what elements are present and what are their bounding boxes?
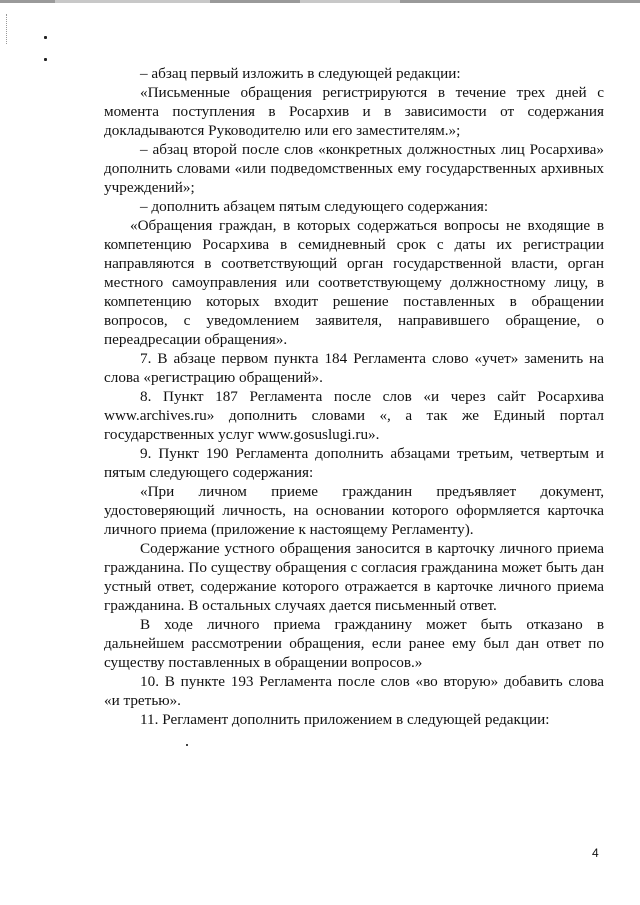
paragraph: 11. Регламент дополнить приложением в следующей редакции: [140, 711, 550, 728]
scan-speck [44, 36, 47, 39]
scan-edge-segment [0, 0, 55, 3]
scan-margin-marks [6, 14, 9, 44]
paragraph: «При личном приеме гражданин предъявляет документ, удостоверяющий личность, на основании которого оформляется карточка личного приема (приложение к настоящему Регламенту). [104, 483, 604, 538]
paragraph: – дополнить абзацем пятым следующего содержания: [140, 198, 489, 215]
scan-speck [186, 744, 188, 746]
document-body [104, 64, 604, 729]
paragraph: 8. Пункт 187 Регламента после слов «и через сайт Росархива www.archives.ru» дополнить словами «, а так же Единый портал государственных услуг www.gosuslugi.ru». [104, 388, 604, 443]
paragraph: В ходе личного приема гражданину может быть отказано в дальнейшем рассмотрении обращения, если ранее ему был дан ответ по существу поставленных в обращении вопросов.» [104, 616, 604, 671]
paragraph: «Обращения граждан, в которых содержаться вопросы не входящие в компетенцию Росархива в семидневный срок с даты их регистрации направляются в соответствующий орган государственной власти, орган местного самоуправления или соответствующему должностному лицу, в компетенцию которых входит решение поставленных в обращении вопросов, с уведомлением заявителя, направившего обращение, о переадресации обращения». [104, 217, 604, 348]
paragraph: Содержание устного обращения заносится в карточку личного приема гражданина. По существу обращения с согласия гражданина может быть дан устный ответ, содержание которого отражается в карточке личного приема гражданина. В остальных случаях дается письменный ответ. [104, 540, 604, 614]
paragraph: – абзац второй после слов «конкретных должностных лиц Росархива» дополнить словами «или подведомственных ему государственных архивных учреждений»; [104, 141, 604, 196]
scan-speck [44, 58, 47, 61]
page-number: 4 [592, 846, 599, 860]
paragraph: 10. В пункте 193 Регламента после слов «во вторую» добавить слова «и третью». [104, 673, 604, 709]
scan-edge-segment [400, 0, 640, 3]
paragraph: 7. В абзаце первом пункта 184 Регламента слово «учет» заменить на слова «регистрацию обращений». [104, 350, 604, 386]
paragraph: 9. Пункт 190 Регламента дополнить абзацами третьим, четвертым и пятым следующего содержания: [104, 445, 604, 481]
scan-edge-segment [210, 0, 300, 3]
paragraph: – абзац первый изложить в следующей редакции: [140, 65, 461, 82]
paragraph: «Письменные обращения регистрируются в течение трех дней с момента поступления в Росархив и в зависимости от содержания докладываются Руководителю или его заместителям.»; [104, 84, 604, 139]
